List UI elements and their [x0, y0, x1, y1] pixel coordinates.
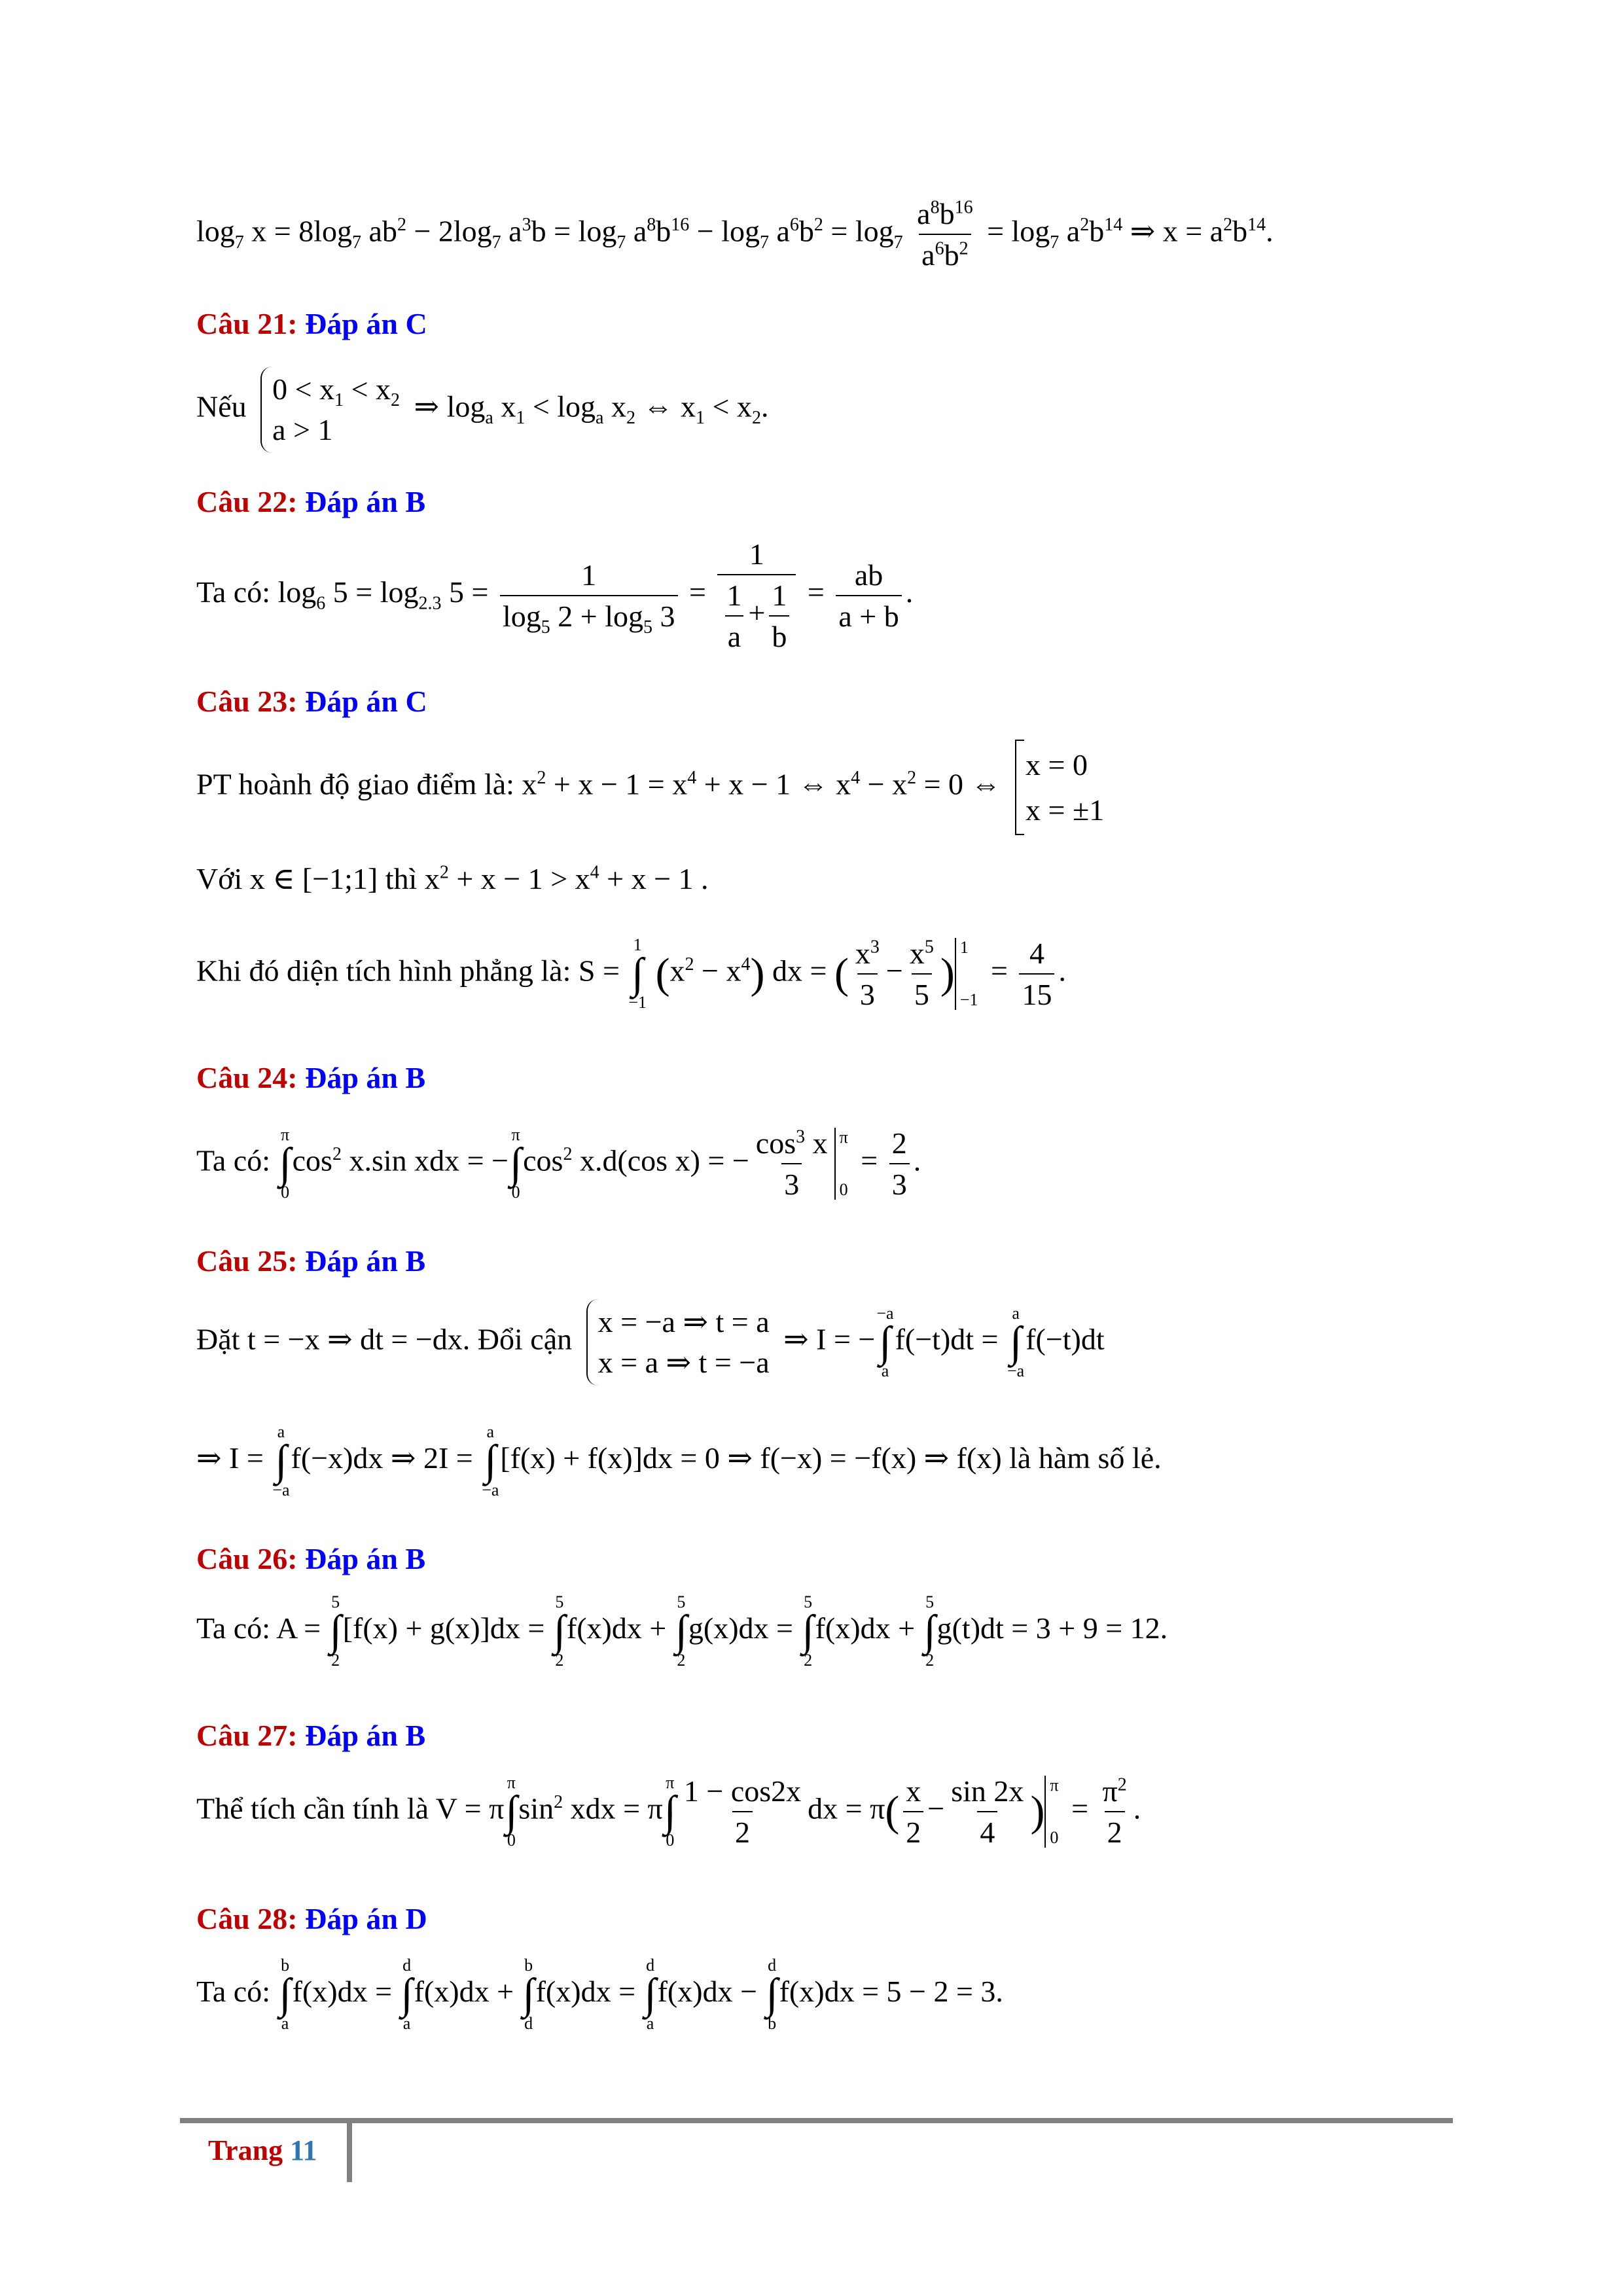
question-heading: Câu 21: Đáp án C [196, 307, 427, 340]
solution-23-pt: PT hoành độ giao điểm là: $x^2 + x - 1 = x^4 + x - 1$ ⇔ $x^4 - x^2 = 0$ ⇔ x = 0 x = ±1 [196, 740, 1111, 835]
footer-separator [347, 2118, 352, 2182]
question-heading: Câu 22: Đáp án B [196, 485, 426, 518]
question-heading: Câu 23: Đáp án C [196, 685, 427, 718]
solution-28: Ta có: b ∫ a f(x)dx = d ∫ a f(x)dx + b ∫ d f(x)dx = d ∫ a f(x)dx − d ∫ b f(x)dx = 5 − 2 = 3. [196, 1956, 1003, 2033]
solution-22: Ta có: $\log_6 5 = \log_{2.3} 5$ = $\frac{1}{\log_5 2 + \log_5 3}$ = 1 $\frac{1}{a}$ + $\frac{1}{b}$ = $\frac{ab}{a + b}$ . [196, 537, 914, 653]
log-equation-line: $\log_7 x = 8\log_7$ $ab^2 - 2\log_7$ $a^3b = \log_7 a^8b^{16} - \log_7 a^6b^2 = \log_7$ $\frac{a^8b^{16}}{a^6b^2}$ = $\log_7 a^2b^{14}$ ⇒ $x = a^2b^{14}$. [196, 197, 1274, 272]
footer-label: Trang [208, 2134, 283, 2166]
page-number: 11 [290, 2134, 317, 2166]
solution-25-conclusion: ⇒ I = a ∫ −a f(−x)dx ⇒ 2I = a ∫ −a [f(x) + f(x)]dx = 0 ⇒ f(−x) = −f(x) ⇒ f(x) là hàm số lẻ. [196, 1422, 1162, 1499]
footer-rule [180, 2118, 1453, 2123]
question-heading: Câu 26: Đáp án B [196, 1542, 426, 1575]
question-heading: Câu 24: Đáp án B [196, 1061, 426, 1094]
page-footer [208, 2134, 317, 2167]
solution-27: Thể tích cần tính là V = π π ∫ 0 $\sin^2$ xdx = π π ∫ 0 $\frac{1 - \cos 2x}{2}$ dx = π( $\frac{x}{2}$ − $\frac{\sin 2x}{4}$ ) π 0 = $\frac{\pi^2}{2}$ . [196, 1772, 1141, 1850]
solution-23-area: Khi đó diện tích hình phẳng là: S = 1 ∫ −1 $(x^2 - x^4)$ dx = ( $\frac{x^3}{3}$ − $\frac{x^5}{5}$ ) 1 −1 = $\frac{4}{15}$ . [196, 935, 1066, 1013]
solution-24: Ta có: π ∫ 0 $\cos^2 x.\sin$ xdx = − π ∫ 0 $\cos^2 x.d(\cos$ x) = − $\frac{\cos^3 x}{3}$ π 0 = $\frac{2}{3}$ . [196, 1124, 921, 1202]
question-heading: Câu 25: Đáp án B [196, 1244, 426, 1278]
text-neu: Nếu [196, 389, 247, 423]
question-heading: Câu 27: Đáp án B [196, 1719, 426, 1752]
solution-23-voi: Với x ∈ [−1;1] thì $x^2 + x - 1 > x^4 + x - 1$ . [196, 862, 709, 895]
solution-25-dat: Đặt t = −x ⇒ dt = −dx. Đổi cận x = −a ⇒ t = a x = a ⇒ t = −a ⇒ I = − −a ∫ a f(−t)dt = a ∫ −a f(−t)dt [196, 1299, 1105, 1386]
question-heading: Câu 28: Đáp án D [196, 1902, 427, 1935]
solution-26: Ta có: A = 5 ∫ 2 [f(x) + g(x)]dx = 5 ∫ 2 f(x)dx + 5 ∫ 2 g(x)dx = 5 ∫ 2 f(x)dx + 5 ∫ 2 g(t)dt = 3 + 9 = 12. [196, 1592, 1168, 1670]
solution-21: Nếu $0 < x_1 < x_2$ a > 1 ⇒ $\log_a x_1 < \log_a x_2$ ⇔ $x_1 < x_2$. [196, 367, 768, 453]
